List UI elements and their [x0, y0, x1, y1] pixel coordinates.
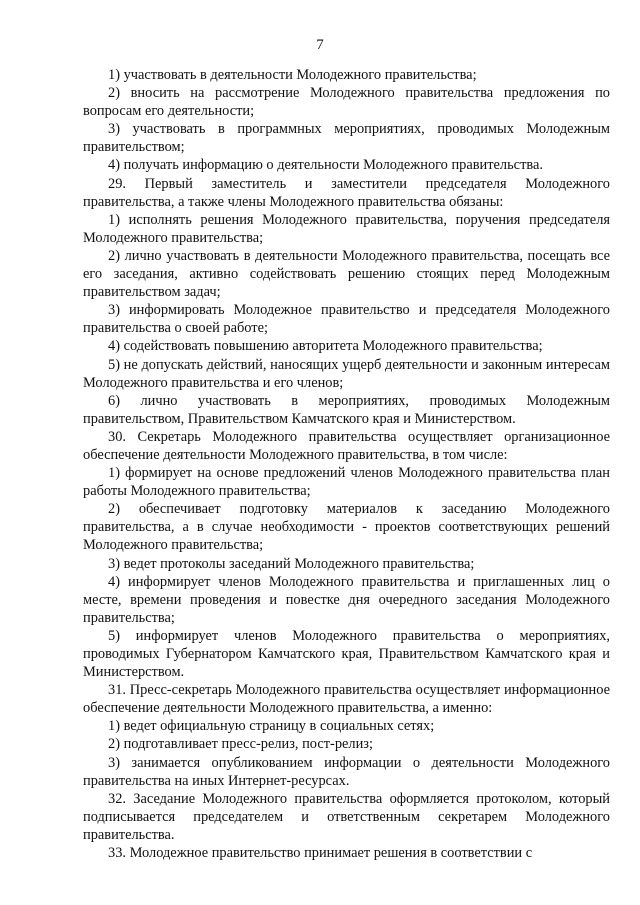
paragraph: 1) исполнять решения Молодежного правительства, поручения председателя Молодежного правительства; [83, 211, 610, 246]
paragraph: 29. Первый заместитель и заместители председателя Молодежного правительства, а также члены Молодежного правительства обязаны: [83, 175, 610, 210]
paragraph: 1) ведет официальную страницу в социальных сетях; [108, 718, 435, 735]
document-body [83, 66, 610, 862]
paragraph: 1) формирует на основе предложений членов Молодежного правительства план работы Молодежного правительства; [83, 465, 610, 500]
paragraph: 3) информировать Молодежное правительство и председателя Молодежного правительства о своей работе; [83, 302, 610, 337]
paragraph: 31. Пресс-секретарь Молодежного правительства осуществляет информационное обеспечение деятельности Молодежного правительства, а именно: [83, 682, 610, 717]
paragraph: 30. Секретарь Молодежного правительства осуществляет организационное обеспечение деятельности Молодежного правительства, в том числе: [83, 428, 610, 463]
paragraph: 2) вносить на рассмотрение Молодежного правительства предложения по вопросам его деятельности; [83, 85, 610, 120]
paragraph: 32. Заседание Молодежного правительства оформляется протоколом, который подписывается председателем и ответственным секретарем Молодежного правительства. [83, 790, 610, 843]
paragraph: 4) информирует членов Молодежного правительства и приглашенных лиц о месте, времени проведения и повестке дня очередного заседания Молодежного правительства; [83, 573, 610, 626]
page-number: 7 [316, 37, 324, 53]
paragraph: 2) обеспечивает подготовку материалов к заседанию Молодежного правительства, а в случае необходимости - проектов соответствующих решений Молодежного правительства; [83, 501, 610, 554]
paragraph: 33. Молодежное правительство принимает решения в соответствии с [108, 845, 533, 862]
paragraph: 5) не допускать действий, наносящих ущерб деятельности и законным интересам Молодежного правительства и его членов; [83, 356, 610, 391]
paragraph: 4) содействовать повышению авторитета Молодежного правительства; [108, 338, 543, 355]
paragraph: 3) ведет протоколы заседаний Молодежного правительства; [108, 555, 475, 572]
paragraph: 2) лично участвовать в деятельности Молодежного правительства, посещать все его заседания, активно содействовать решению стоящих перед Молодежным правительством задач; [83, 247, 610, 301]
paragraph: 3) занимается опубликованием информации о деятельности Молодежного правительства на иных Интернет-ресурсах. [83, 754, 610, 789]
paragraph: 1) участвовать в деятельности Молодежного правительства; [108, 67, 477, 83]
paragraph: 6) лично участвовать в мероприятиях, проводимых Молодежным правительством, Правительством Камчатского края и Министерством. [83, 392, 610, 427]
paragraph: 4) получать информацию о деятельности Молодежного правительства. [108, 157, 543, 174]
paragraph: 3) участвовать в программных мероприятиях, проводимых Молодежным правительством; [83, 121, 610, 156]
paragraph: 5) информирует членов Молодежного правительства о мероприятиях, проводимых Губернатором Камчатского края, Правительством Камчатского края и Министерством. [83, 627, 610, 681]
paragraph: 2) подготавливает пресс-релиз, пост-релиз; [108, 736, 373, 753]
